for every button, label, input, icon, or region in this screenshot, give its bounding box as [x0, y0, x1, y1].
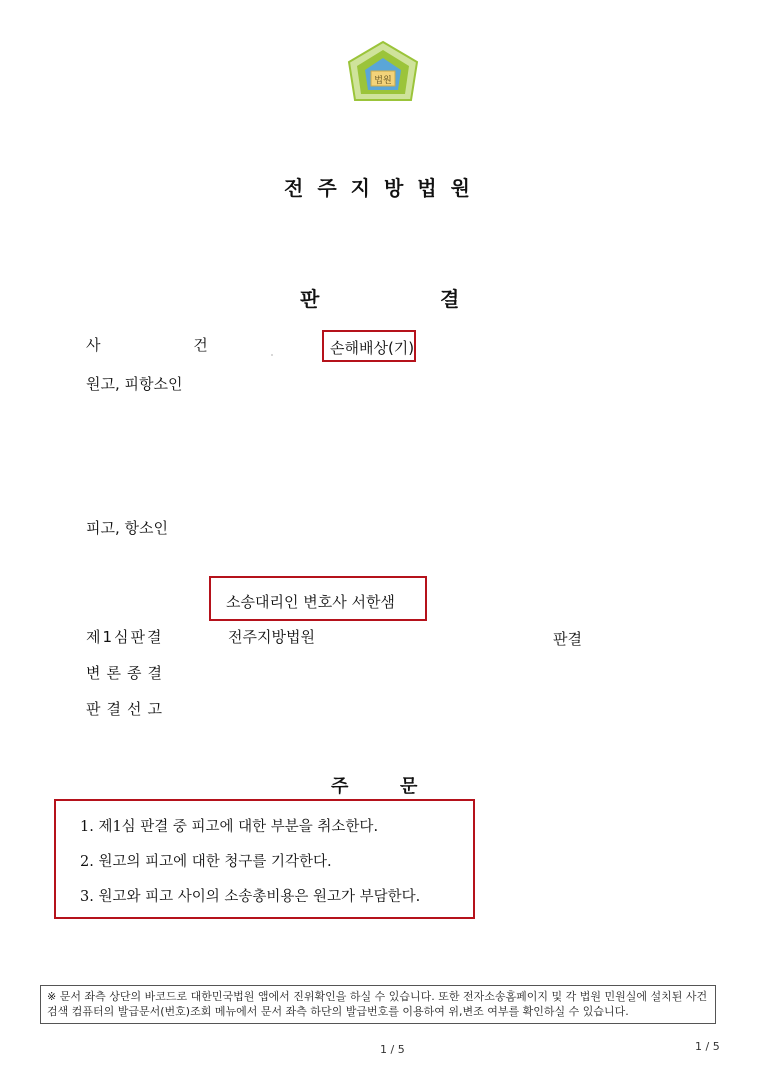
order-item-2: 2. 원고의 피고에 대한 청구를 기각한다. — [80, 854, 332, 870]
court-name: 전주지방법원 — [284, 176, 484, 200]
order-title-left: 주 — [331, 776, 349, 797]
defendant-label: 피고, 항소인 — [86, 519, 168, 537]
first-instance-court: 전주지방법원 — [228, 628, 315, 646]
case-value: 손해배상(기) — [330, 339, 415, 357]
attorney-value: 소송대리인 변호사 서한샘 — [226, 593, 395, 611]
document-title-left: 판 — [300, 287, 320, 311]
document-title-right: 결 — [440, 287, 460, 311]
emblem-text: 법원 — [374, 76, 392, 86]
page-number-center: 1 / 5 — [380, 1043, 405, 1056]
order-title-right: 문 — [400, 776, 418, 797]
plaintiff-label: 원고, 피항소인 — [86, 375, 183, 393]
court-emblem-icon — [345, 40, 421, 112]
first-instance-label: 제1심판결 — [86, 628, 164, 646]
first-instance-suffix: 판결 — [553, 630, 582, 648]
verification-notice: ※ 문서 좌측 상단의 바코드로 대한민국법원 앱에서 진위확인을 하실 수 있습니다. 또한 전자소송홈페이지 및 각 법원 민원실에 설치된 사건검색 컴퓨터의 발급문서(번호)조회 메뉴에서 문서 좌측 하단의 발급번호를 이용하여 위,변조 여부를 확인하실 수 있습니다. — [40, 985, 716, 1024]
order-item-1: 1. 제1심 판결 중 피고에 대한 부분을 취소한다. — [80, 819, 379, 835]
case-label: 사 건 — [86, 336, 252, 354]
page-number-right: 1 / 5 — [695, 1040, 720, 1053]
order-item-3: 3. 원고와 피고 사이의 소송총비용은 원고가 부담한다. — [80, 889, 421, 905]
sentence-label: 판결선고 — [86, 700, 168, 718]
scan-speck — [271, 354, 273, 356]
argument-end-label: 변론종결 — [86, 664, 168, 682]
